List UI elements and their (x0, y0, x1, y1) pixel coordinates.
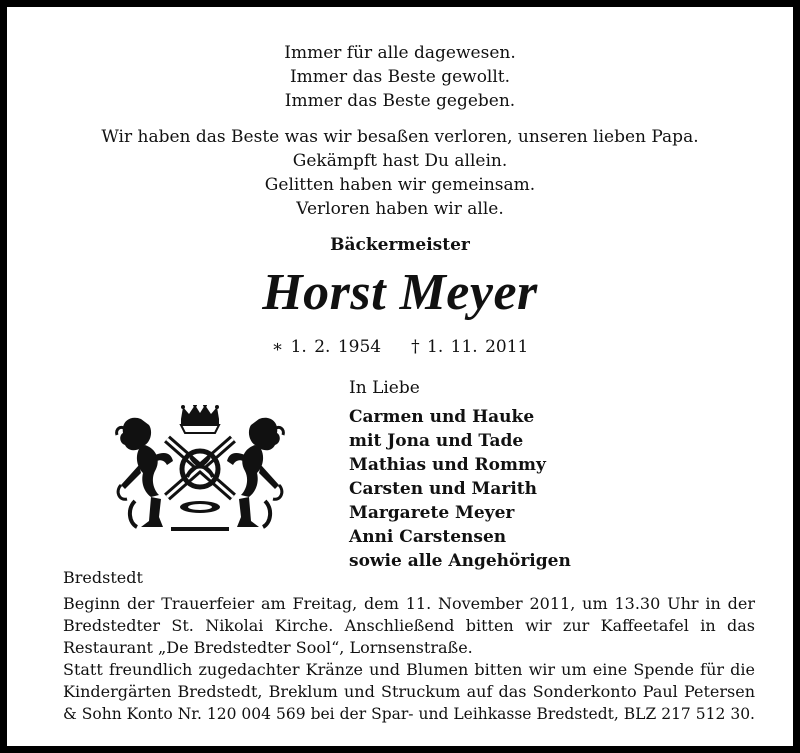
heraldic-crest-icon (111, 405, 289, 535)
death-date: † 1. 11. 2011 (411, 337, 529, 357)
mourner-name: Mathias und Rommy (349, 455, 546, 475)
mourners-list (349, 405, 571, 573)
info-line: & Sohn Konto Nr. 120 004 569 bei der Spar- und Leihkasse Bredstedt, BLZ 217 512 30. (63, 705, 755, 723)
crown-icon (181, 405, 219, 433)
poem-line: Immer für alle dagewesen. (284, 43, 516, 63)
lion-left-icon (117, 418, 173, 527)
mourner-name: Margarete Meyer (349, 503, 515, 523)
lion-right-icon (227, 418, 283, 527)
mourner-name: Carsten und Marith (349, 479, 538, 499)
deceased-title: Bäckermeister (330, 235, 470, 255)
poem-line: Immer das Beste gewollt. (289, 67, 511, 87)
deceased-name: Horst Meyer (262, 264, 538, 321)
poem-line: Gekämpft hast Du allein. (292, 151, 508, 171)
info-line: Restaurant „De Bredstedter Sool“, Lornsenstraße. (63, 638, 473, 657)
mourners-intro: In Liebe (349, 378, 420, 398)
info-line: Beginn der Trauerfeier am Freitag, dem 11. November 2011, um 13.30 Uhr in der (63, 594, 755, 613)
mourner-name: Carmen und Hauke (349, 407, 535, 427)
birth-date: ∗ 1. 2. 1954 (271, 337, 382, 357)
info-line: Kindergärten Bredstedt, Breklum und Struckum auf das Sonderkonto Paul Petersen (63, 682, 755, 701)
mourner-name: Anni Carstensen (349, 527, 507, 547)
poem-stanza-2 (7, 125, 793, 221)
poem-line: Wir haben das Beste was wir besaßen verloren, unseren lieben Papa. (101, 127, 699, 147)
mourner-name: mit Jona und Tade (349, 431, 524, 451)
info-line: Statt freundlich zugedachter Kränze und Blumen bitten wir um eine Spende für die (63, 660, 755, 679)
life-dates (7, 337, 793, 357)
funeral-info (63, 593, 755, 725)
poem-stanza-1 (7, 41, 793, 113)
pretzel-icon (167, 439, 233, 497)
base-pretzel-icon (171, 501, 229, 531)
poem-line: Gelitten haben wir gemeinsam. (264, 175, 536, 195)
mourner-name: sowie alle Angehörigen (349, 551, 571, 571)
poem-line: Immer das Beste gegeben. (284, 91, 516, 111)
info-line: Bredstedter St. Nikolai Kirche. Anschließend bitten wir zur Kaffeetafel in das (63, 616, 755, 635)
poem-line: Verloren haben wir alle. (296, 199, 504, 219)
place-name: Bredstedt (63, 568, 143, 587)
